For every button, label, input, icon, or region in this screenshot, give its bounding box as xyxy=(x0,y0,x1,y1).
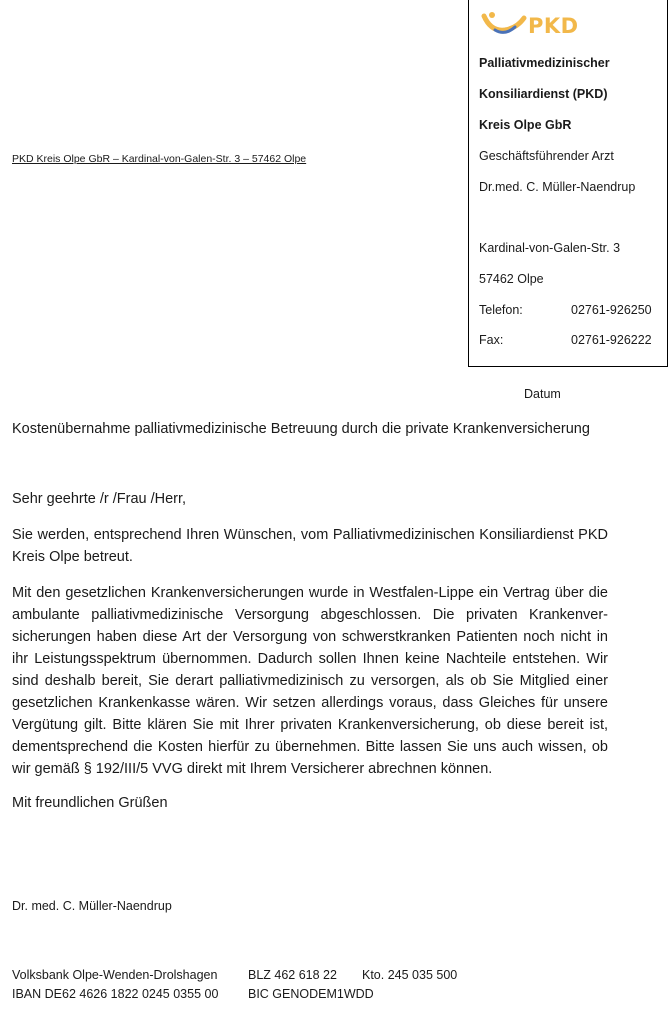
pkd-logo xyxy=(481,10,601,38)
closing: Mit freundlichen Grüßen xyxy=(12,795,168,811)
footer-account: Kto. 245 035 500 xyxy=(362,968,458,982)
logo-text: PKD xyxy=(528,14,579,38)
org-name-line2: Konsiliardienst (PKD) xyxy=(479,87,608,101)
phone-label: Telefon: xyxy=(479,303,523,317)
footer-bic: BIC GENODEM1WDD xyxy=(248,987,374,1001)
signature-name: Dr. med. C. Müller-Naendrup xyxy=(12,899,172,913)
org-name-line3: Kreis Olpe GbR xyxy=(479,118,572,132)
fax-label: Fax: xyxy=(479,333,504,347)
footer-bank-name: Volksbank Olpe-Wenden-Drolshagen xyxy=(12,968,218,982)
footer-blz: BLZ 462 618 22 xyxy=(248,968,337,982)
salutation: Sehr geehrte /r /Frau /Herr, xyxy=(12,491,187,507)
city-address: 57462 Olpe xyxy=(479,272,544,286)
sender-address-line: PKD Kreis Olpe GbR – Kardinal-von-Galen-Str. 3 – 57462 Olpe xyxy=(12,153,307,165)
fax-number: 02761-926222 xyxy=(571,333,652,347)
body-paragraph-1: Sie werden, entsprechend Ihren Wünschen, vom Palliativmedizinischen Konsiliardienst PKD Kreis Olpe betreut. xyxy=(12,527,608,565)
manager-name: Dr.med. C. Müller-Naendrup xyxy=(479,180,636,194)
body-paragraph-2: Mit den gesetzlichen Krankenversicherungen wurde in Westfalen-Lippe ein Vertrag über die ambulante palliativmedizinische Versorgung abgeschlossen. Die privaten Krankenversicherungen haben diese Art der Versorgung von schwerstkranken Patienten noch nicht in ihr Leistungsspektrum übernommen. Dadurch sollen Ihnen keine Nachteile entstehen. Wir sind deshalb bereit, Sie derart palliativmedizinisch zu versorgen, als ob Sie Mitglied einer gesetzlichen Krankenkasse wären. Wir setzen allerdings voraus, dass Gleiches für unsere Vergütung gilt. Bitte klären Sie mit Ihrer privaten Krankenversicherung, ob diese bereit ist, dementsprechend die Kosten hierfür zu übernehmen. Bitte lassen Sie uns auch wissen, ob wir gemäß § 192/III/5 VVG direkt mit Ihrem Versicherer abrechnen können. xyxy=(12,585,608,777)
letterhead-box xyxy=(468,0,668,367)
date-label: Datum xyxy=(524,387,561,401)
subject-line: Kostenübernahme palliativmedizinische Betreuung durch die private Krankenversicherung xyxy=(12,421,590,437)
org-name-line1: Palliativmedizinischer xyxy=(479,56,610,70)
footer-iban: IBAN DE62 4626 1822 0245 0355 00 xyxy=(12,987,219,1001)
pkd-logo-icon xyxy=(481,10,527,38)
street-address: Kardinal-von-Galen-Str. 3 xyxy=(479,241,621,255)
manager-role: Geschäftsführender Arzt xyxy=(479,149,614,163)
phone-number: 02761-926250 xyxy=(571,303,652,317)
